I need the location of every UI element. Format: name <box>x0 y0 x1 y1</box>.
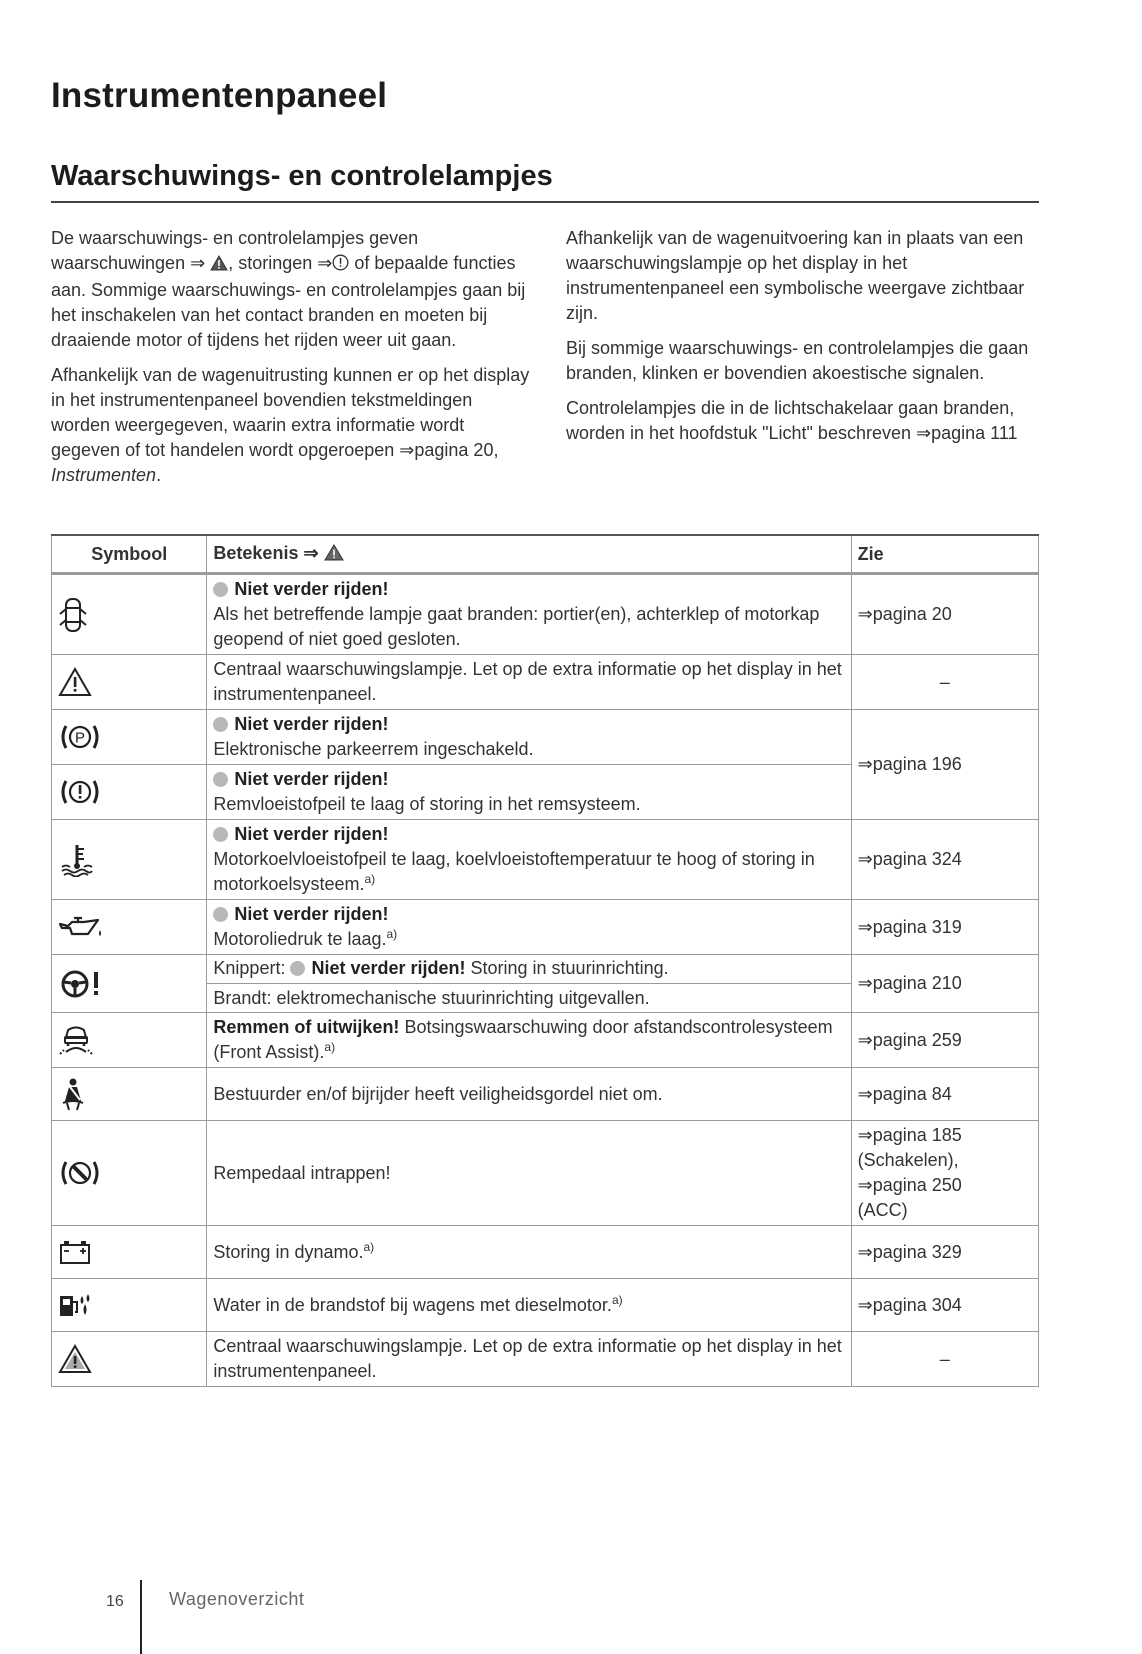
central-warning-triangle-icon <box>52 655 207 710</box>
page-link[interactable]: pagina 20, <box>414 440 499 460</box>
page-reference[interactable]: ⇒pagina 20 <box>851 574 1038 655</box>
page-number: 16 <box>106 1593 124 1610</box>
footnote-marker: a) <box>611 1292 623 1307</box>
stop-icon <box>213 772 228 787</box>
table-row <box>52 1226 1039 1279</box>
page-reference[interactable]: ⇒pagina 324 <box>851 820 1038 900</box>
page-reference[interactable]: ⇒pagina 210 <box>851 955 1038 1013</box>
meaning-cell: Niet verder rijden! Motorkoelvloeistofpeil te laag, koelvloeistoftemperatuur te hoog of storing in motorkoelsysteem.$^{a)}$ <box>207 820 851 900</box>
page-title: Instrumentenpaneel <box>51 76 388 115</box>
table-row <box>52 574 1039 655</box>
meaning-cell: Niet verder rijden! Motoroliedruk te laag.$^{a)}$ <box>207 900 851 955</box>
header-see: Zie <box>851 535 1038 574</box>
warning-triangle-icon <box>210 253 228 278</box>
warning-triangle-icon <box>324 543 344 568</box>
header-meaning: Betekenis ⇒ <box>207 535 851 574</box>
stop-icon <box>213 717 228 732</box>
steering-fault-icon <box>52 955 207 1013</box>
seatbelt-icon <box>52 1068 207 1121</box>
table-row <box>52 900 1039 955</box>
brake-pedal-icon <box>52 1121 207 1226</box>
coolant-temperature-icon <box>52 820 207 900</box>
meaning-cell: Centraal waarschuwingslampje. Let op de extra informatie op het display in het instrumentenpaneel. <box>207 655 851 710</box>
intro-paragraph: De waarschuwings- en controlelampjes geven waarschuwingen ⇒ , storingen ⇒ of bepaalde functies aan. Sommige waarschuwings- en controlelampjes gaan bij het inschakelen van het contact branden en moeten bij draaiende motor of tijdens het rijden weer uit gaan. <box>51 228 526 350</box>
intro-paragraph: Bij sommige waarschuwings- en controlelampjes die gaan branden, klinken er bovendien akoestische signalen. <box>566 338 1029 383</box>
intro-paragraph: Afhankelijk van de wagenuitvoering kan in plaats van een waarschuwingslampje op het display in het instrumentenpaneel een symbolische weergave zichtbaar zijn. <box>566 228 1025 323</box>
meaning-cell: Water in de brandstof bij wagens met dieselmotor.$^{a)}$ <box>207 1279 851 1332</box>
stop-icon <box>213 827 228 842</box>
stop-icon <box>213 582 228 597</box>
table-row <box>52 955 1039 1013</box>
svg-text:P: P <box>74 729 86 747</box>
footnote-marker: a) <box>386 927 398 941</box>
table-row <box>52 1332 1039 1387</box>
section-divider <box>51 201 1039 203</box>
table-row <box>52 1279 1039 1332</box>
table-row <box>52 1068 1039 1121</box>
meaning-cell: Remmen of uitwijken! Botsingswaarschuwing door afstandscontrolesysteem (Front Assist).$^{a)}$ <box>207 1013 851 1068</box>
warning-lamps-table <box>51 534 1039 1387</box>
page-reference[interactable]: ⇒pagina 84 <box>851 1068 1038 1121</box>
door-open-icon <box>52 574 207 655</box>
meaning-cell: Rempedaal intrappen! <box>207 1121 851 1226</box>
page-reference: – <box>851 655 1038 710</box>
page-reference[interactable]: ⇒pagina 259 <box>851 1013 1038 1068</box>
table-row <box>52 655 1039 710</box>
page-reference[interactable]: ⇒pagina 329 <box>851 1226 1038 1279</box>
meaning-cell: Niet verder rijden! Elektronische parkeerrem ingeschakeld. <box>207 710 851 765</box>
footnote-marker: a) <box>363 1239 375 1254</box>
page-reference: – <box>851 1332 1038 1387</box>
water-in-fuel-icon <box>52 1279 207 1332</box>
table-header-row <box>52 535 1039 574</box>
front-assist-icon <box>52 1013 207 1068</box>
page-reference[interactable]: ⇒pagina 304 <box>851 1279 1038 1332</box>
intro-paragraph: Afhankelijk van de wagenuitrusting kunnen er op het display in het instrumentenpaneel bovendien tekstmeldingen worden weergegeven, waarin extra informatie wordt gegeven of tot handelen wordt opgeroepen ⇒pagina 20, Instrumenten. <box>51 365 530 485</box>
central-warning-triangle-icon <box>52 1332 207 1387</box>
page-reference: ⇒pagina 185 (Schakelen), ⇒pagina 250 (ACC) <box>851 1121 1038 1226</box>
parking-brake-icon <box>52 710 207 765</box>
header-symbol: Symbool <box>52 535 207 574</box>
meaning-cell: Knippert: Niet verder rijden! Storing in stuurinrichting. Brandt: elektromechanische stuurinrichting uitgevallen. <box>207 955 851 1013</box>
footnote-marker: a) <box>324 1040 336 1054</box>
stop-icon <box>213 907 228 922</box>
table-row <box>52 1013 1039 1068</box>
footnote-marker: a) <box>364 872 376 886</box>
chapter-title: Wagenoverzicht <box>169 1589 305 1609</box>
meaning-cell: Centraal waarschuwingslampje. Let op de extra informatie op het display in het instrumentenpaneel. <box>207 1332 851 1387</box>
intro-left-column <box>51 226 531 498</box>
intro-paragraph: Controlelampjes die in de lichtschakelaar gaan branden, worden in het hoofdstuk "Licht" beschreven ⇒pagina 111 <box>566 398 1018 443</box>
table-row <box>52 710 1039 765</box>
battery-icon <box>52 1226 207 1279</box>
meaning-cell: Bestuurder en/of bijrijder heeft veiligheidsgordel niet om. <box>207 1068 851 1121</box>
page-link[interactable]: pagina 111 <box>931 423 1018 443</box>
brake-system-icon <box>52 765 207 820</box>
section-title: Waarschuwings- en controlelampjes <box>51 160 553 192</box>
stop-icon <box>290 961 305 976</box>
intro-right-column <box>566 226 1036 456</box>
page-reference[interactable]: ⇒pagina 319 <box>851 900 1038 955</box>
meaning-cell: Storing in dynamo.$^{a)}$ <box>207 1226 851 1279</box>
meaning-cell: Niet verder rijden! Als het betreffende lampje gaat branden: portier(en), achterklep of motorkap geopend of niet goed gesloten. <box>207 574 851 655</box>
footer-divider <box>140 1580 142 1654</box>
page-reference[interactable]: ⇒pagina 196 <box>851 710 1038 820</box>
meaning-cell: Niet verder rijden! Remvloeistofpeil te laag of storing in het remsysteem. <box>207 765 851 820</box>
table-row <box>52 820 1039 900</box>
oil-pressure-icon <box>52 900 207 955</box>
table-row <box>52 1121 1039 1226</box>
malfunction-circle-icon <box>332 253 349 278</box>
